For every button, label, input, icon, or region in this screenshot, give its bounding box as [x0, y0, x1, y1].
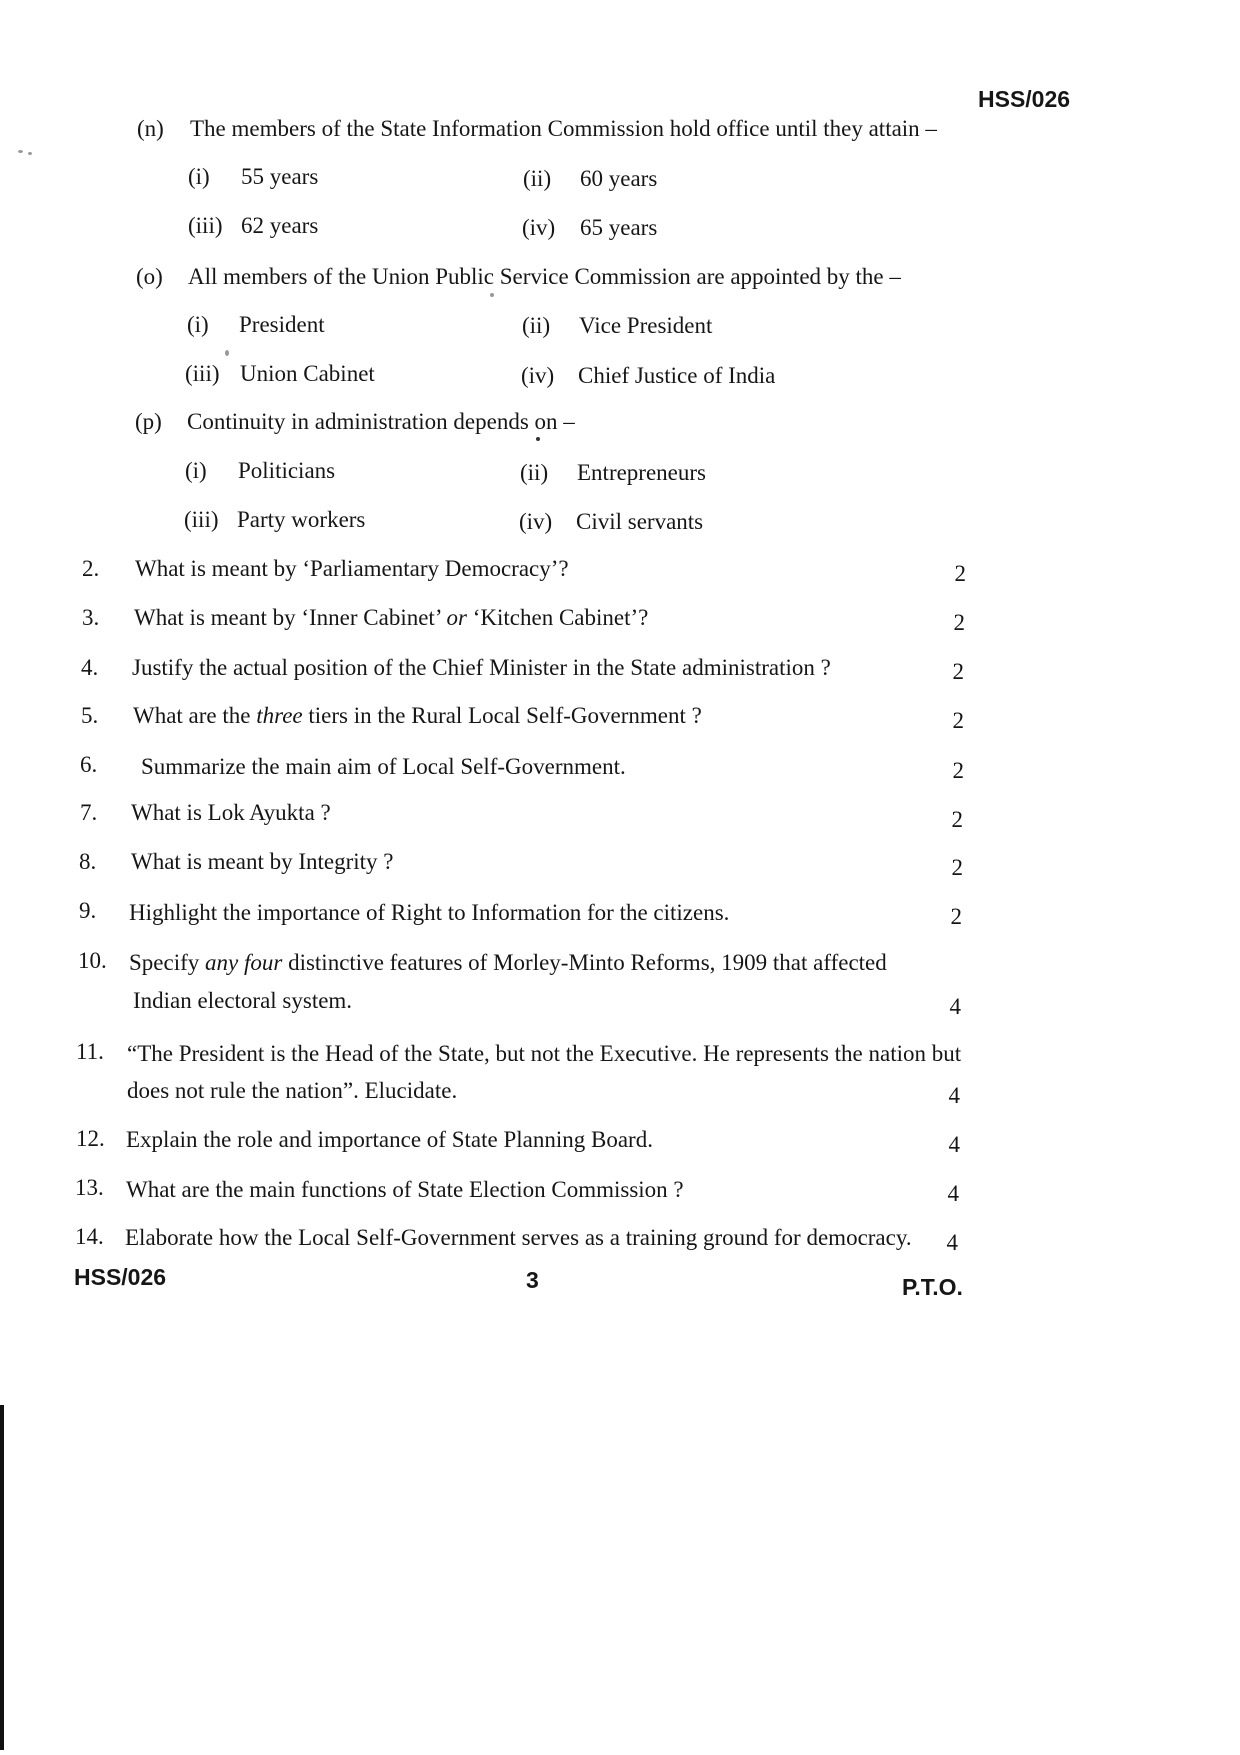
option-label: (ii) [522, 313, 551, 338]
option-label: (iv) [519, 509, 553, 534]
question-marks: 2 [951, 855, 963, 880]
question-marks: 4 [946, 1230, 958, 1255]
option-text: Vice President [579, 313, 713, 338]
question-marks: 2 [953, 610, 965, 635]
header-paper-code: HSS/026 [978, 86, 1071, 112]
option-text: Entrepreneurs [577, 460, 706, 485]
option-label: (i) [188, 164, 210, 189]
question-marks: 2 [950, 904, 962, 929]
scan-speck [490, 293, 494, 297]
scan-speck [536, 437, 540, 441]
question-number: 10. [78, 948, 107, 973]
option-label: (iii) [184, 507, 219, 532]
option-text: Politicians [238, 458, 336, 483]
question-number: 13. [75, 1175, 104, 1200]
question-number: 3. [82, 605, 100, 630]
mcq-text: Continuity in administration depends on – [187, 409, 575, 434]
mcq-label: (o) [136, 264, 163, 289]
question-text-part: Specify [129, 950, 206, 975]
question-marks: 4 [948, 1132, 960, 1157]
question-marks: 4 [949, 994, 961, 1019]
question-text-emphasis: any four [205, 950, 283, 975]
question-marks: 4 [947, 1181, 959, 1206]
question-number: 2. [82, 556, 100, 581]
mcq-label: (n) [137, 116, 164, 141]
scan-edge-mark [0, 1405, 4, 1750]
question-text-emphasis: three [256, 703, 303, 728]
question-marks: 2 [952, 659, 964, 684]
question-number: 7. [80, 800, 98, 825]
question-text [133, 703, 702, 729]
question-text-part: tiers in the Rural Local Self-Government ? [302, 703, 702, 728]
question-number: 9. [79, 898, 97, 923]
option-text: 65 years [580, 215, 658, 240]
question-text [129, 950, 887, 976]
question-marks: 4 [948, 1083, 960, 1108]
option-label: (i) [185, 458, 207, 483]
question-marks: 2 [952, 708, 964, 733]
option-label: (ii) [520, 460, 549, 485]
question-text-part: ‘Kitchen Cabinet’? [466, 605, 649, 630]
option-label: (i) [187, 312, 209, 337]
option-text: President [239, 312, 325, 337]
question-text: What is Lok Ayukta ? [131, 800, 331, 825]
footer-page-number: 3 [526, 1267, 539, 1293]
question-marks: 2 [954, 561, 966, 586]
question-text: What are the main functions of State Election Commission ? [126, 1177, 684, 1202]
question-text: Explain the role and importance of State Planning Board. [126, 1127, 653, 1152]
question-number: 5. [81, 703, 99, 728]
question-text-line2: Indian electoral system. [133, 988, 353, 1013]
question-number: 11. [76, 1039, 104, 1064]
question-number: 6. [80, 752, 98, 777]
option-text: Chief Justice of India [578, 363, 776, 388]
option-text: Civil servants [576, 509, 704, 534]
question-number: 14. [75, 1224, 104, 1249]
question-text: What is meant by Integrity ? [131, 849, 394, 874]
mcq-text: The members of the State Information Commission hold office until they attain – [190, 116, 937, 141]
option-label: (iii) [188, 213, 223, 238]
question-text: “The President is the Head of the State, but not the Executive. He represents the nation but [127, 1041, 962, 1066]
question-number: 4. [81, 655, 99, 680]
question-text-part: distinctive features of Morley-Minto Reforms, 1909 that affected [282, 950, 887, 975]
option-text: 62 years [241, 213, 319, 238]
question-text: Summarize the main aim of Local Self-Government. [141, 754, 626, 779]
question-marks: 2 [952, 758, 964, 783]
option-label: (iv) [522, 215, 556, 240]
option-text: Union Cabinet [240, 361, 375, 386]
option-label: (iv) [521, 363, 555, 388]
scan-speck [225, 350, 229, 356]
footer-paper-code: HSS/026 [74, 1264, 167, 1290]
question-text: What is meant by ‘Parliamentary Democracy’? [135, 556, 569, 581]
question-text: Justify the actual position of the Chief Minister in the State administration ? [132, 655, 831, 680]
option-label: (iii) [185, 361, 220, 386]
question-text: Highlight the importance of Right to Information for the citizens. [129, 900, 730, 925]
question-marks: 2 [951, 807, 963, 832]
mcq-label: (p) [135, 409, 162, 434]
question-number: 8. [79, 849, 97, 874]
option-label: (ii) [523, 166, 552, 191]
question-text-emphasis: or [446, 605, 467, 630]
option-text: 60 years [580, 166, 658, 191]
scan-speck [18, 150, 23, 153]
question-text-line2: does not rule the nation”. Elucidate. [127, 1078, 458, 1103]
mcq-text: All members of the Union Public Service Commission are appointed by the – [188, 264, 901, 289]
option-text: 55 years [241, 164, 319, 189]
question-text: Elaborate how the Local Self-Government serves as a training ground for democracy. [125, 1225, 912, 1250]
footer-pto: P.T.O. [902, 1274, 963, 1300]
question-text [134, 605, 648, 631]
question-text-part: What are the [133, 703, 257, 728]
question-number: 12. [76, 1126, 105, 1151]
option-text: Party workers [237, 507, 366, 532]
scan-speck [28, 152, 32, 155]
question-text-part: What is meant by ‘Inner Cabinet’ [134, 605, 447, 630]
